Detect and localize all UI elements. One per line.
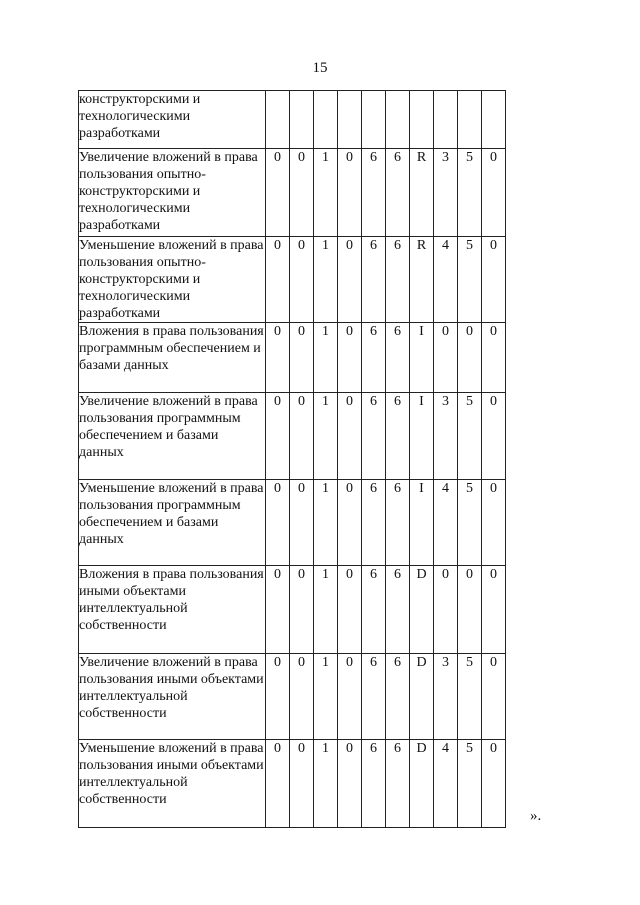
code-digit-5: 6: [362, 740, 386, 828]
closing-quote: ».: [530, 808, 542, 824]
table-row: [79, 393, 506, 480]
code-digit-1: 0: [266, 393, 290, 480]
code-digit-4: 0: [338, 740, 362, 828]
code-digit-2: 0: [290, 740, 314, 828]
code-digit-6: 6: [386, 566, 410, 654]
code-digit-7: I: [410, 480, 434, 566]
code-digit-10: 0: [482, 323, 506, 393]
code-digit-2: 0: [290, 654, 314, 740]
code-digit-7: [410, 91, 434, 149]
code-digit-5: 6: [362, 566, 386, 654]
code-digit-2: 0: [290, 393, 314, 480]
code-digit-8: [434, 91, 458, 149]
code-digit-4: 0: [338, 566, 362, 654]
code-digit-2: 0: [290, 149, 314, 237]
code-digit-7: R: [410, 149, 434, 237]
code-digit-9: 5: [458, 654, 482, 740]
row-label: Вложения в права пользования программным обеспечением и базами данных: [79, 323, 266, 393]
code-digit-3: 1: [314, 740, 338, 828]
code-digit-5: [362, 91, 386, 149]
code-digit-8: 4: [434, 237, 458, 323]
code-digit-3: 1: [314, 323, 338, 393]
code-digit-8: 0: [434, 323, 458, 393]
code-digit-5: 6: [362, 237, 386, 323]
code-digit-5: 6: [362, 393, 386, 480]
code-digit-4: 0: [338, 393, 362, 480]
code-digit-5: 6: [362, 480, 386, 566]
code-digit-3: 1: [314, 480, 338, 566]
row-label: Уменьшение вложений в права пользования программным обеспечением и базами данных: [79, 480, 266, 566]
code-digit-4: [338, 91, 362, 149]
code-digit-6: 6: [386, 149, 410, 237]
code-digit-7: R: [410, 237, 434, 323]
code-digit-4: 0: [338, 237, 362, 323]
code-digit-2: 0: [290, 566, 314, 654]
table-row: [79, 149, 506, 237]
code-digit-3: [314, 91, 338, 149]
code-digit-9: 0: [458, 566, 482, 654]
code-digit-9: 5: [458, 393, 482, 480]
code-digit-4: 0: [338, 480, 362, 566]
code-digit-8: 4: [434, 480, 458, 566]
code-digit-10: 0: [482, 566, 506, 654]
row-label: Увеличение вложений в права пользования программным обеспечением и базами данных: [79, 393, 266, 480]
code-digit-9: 5: [458, 740, 482, 828]
code-digit-6: 6: [386, 323, 410, 393]
code-digit-8: 3: [434, 149, 458, 237]
code-digit-1: 0: [266, 740, 290, 828]
code-digit-8: 0: [434, 566, 458, 654]
code-digit-9: 5: [458, 237, 482, 323]
code-digit-2: 0: [290, 237, 314, 323]
code-digit-1: 0: [266, 237, 290, 323]
code-digit-2: 0: [290, 480, 314, 566]
code-digit-9: 0: [458, 323, 482, 393]
code-digit-2: [290, 91, 314, 149]
code-digit-3: 1: [314, 149, 338, 237]
code-digit-10: 0: [482, 740, 506, 828]
table-row: [79, 740, 506, 828]
row-label: Вложения в права пользования иными объектами интеллектуальной собственности: [79, 566, 266, 654]
code-digit-1: 0: [266, 654, 290, 740]
row-label: Уменьшение вложений в права пользования опытно-конструкторскими и технологическими разработками: [79, 238, 264, 321]
code-digit-9: 5: [458, 149, 482, 237]
code-digit-7: D: [410, 566, 434, 654]
code-digit-10: 0: [482, 393, 506, 480]
code-digit-8: 3: [434, 393, 458, 480]
code-digit-8: 3: [434, 654, 458, 740]
code-digit-4: 0: [338, 323, 362, 393]
code-digit-3: 1: [314, 566, 338, 654]
code-digit-1: 0: [266, 323, 290, 393]
code-digit-6: 6: [386, 740, 410, 828]
account-codes-table: [78, 90, 506, 828]
table-row: [79, 91, 506, 149]
code-digit-7: I: [410, 323, 434, 393]
code-digit-9: 5: [458, 480, 482, 566]
code-digit-8: 4: [434, 740, 458, 828]
code-digit-6: 6: [386, 480, 410, 566]
table-row: [79, 237, 506, 323]
code-digit-7: D: [410, 654, 434, 740]
row-label: Увеличение вложений в права пользования опытно-конструкторскими и технологическими разработками: [79, 149, 266, 237]
code-digit-3: 1: [314, 237, 338, 323]
row-label: конструкторскими и технологическими разработками: [79, 91, 266, 149]
table-row: [79, 323, 506, 393]
code-digit-1: 0: [266, 149, 290, 237]
code-digit-10: 0: [482, 654, 506, 740]
row-label: Уменьшение вложений в права пользования иными объектами интеллектуальной собственности: [79, 740, 266, 828]
code-digit-1: 0: [266, 566, 290, 654]
code-digit-6: 6: [386, 393, 410, 480]
code-digit-7: D: [410, 740, 434, 828]
code-digit-10: 0: [482, 149, 506, 237]
code-digit-7: I: [410, 393, 434, 480]
code-digit-6: [386, 91, 410, 149]
code-digit-4: 0: [338, 654, 362, 740]
code-digit-5: 6: [362, 654, 386, 740]
code-digit-1: 0: [266, 480, 290, 566]
code-digit-3: 1: [314, 654, 338, 740]
code-digit-10: 0: [482, 237, 506, 323]
code-digit-9: [458, 91, 482, 149]
table-row: [79, 654, 506, 740]
code-digit-4: 0: [338, 149, 362, 237]
page-number: 15: [312, 60, 328, 76]
code-digit-10: 0: [482, 480, 506, 566]
code-digit-6: 6: [386, 237, 410, 323]
row-label: Увеличение вложений в права пользования иными объектами интеллектуальной собственности: [79, 654, 266, 740]
table-row: [79, 480, 506, 566]
code-digit-10: [482, 91, 506, 149]
code-digit-2: 0: [290, 323, 314, 393]
code-digit-6: 6: [386, 654, 410, 740]
table-row: [79, 566, 506, 654]
code-digit-5: 6: [362, 323, 386, 393]
code-digit-5: 6: [362, 149, 386, 237]
code-digit-3: 1: [314, 393, 338, 480]
code-digit-1: [266, 91, 290, 149]
